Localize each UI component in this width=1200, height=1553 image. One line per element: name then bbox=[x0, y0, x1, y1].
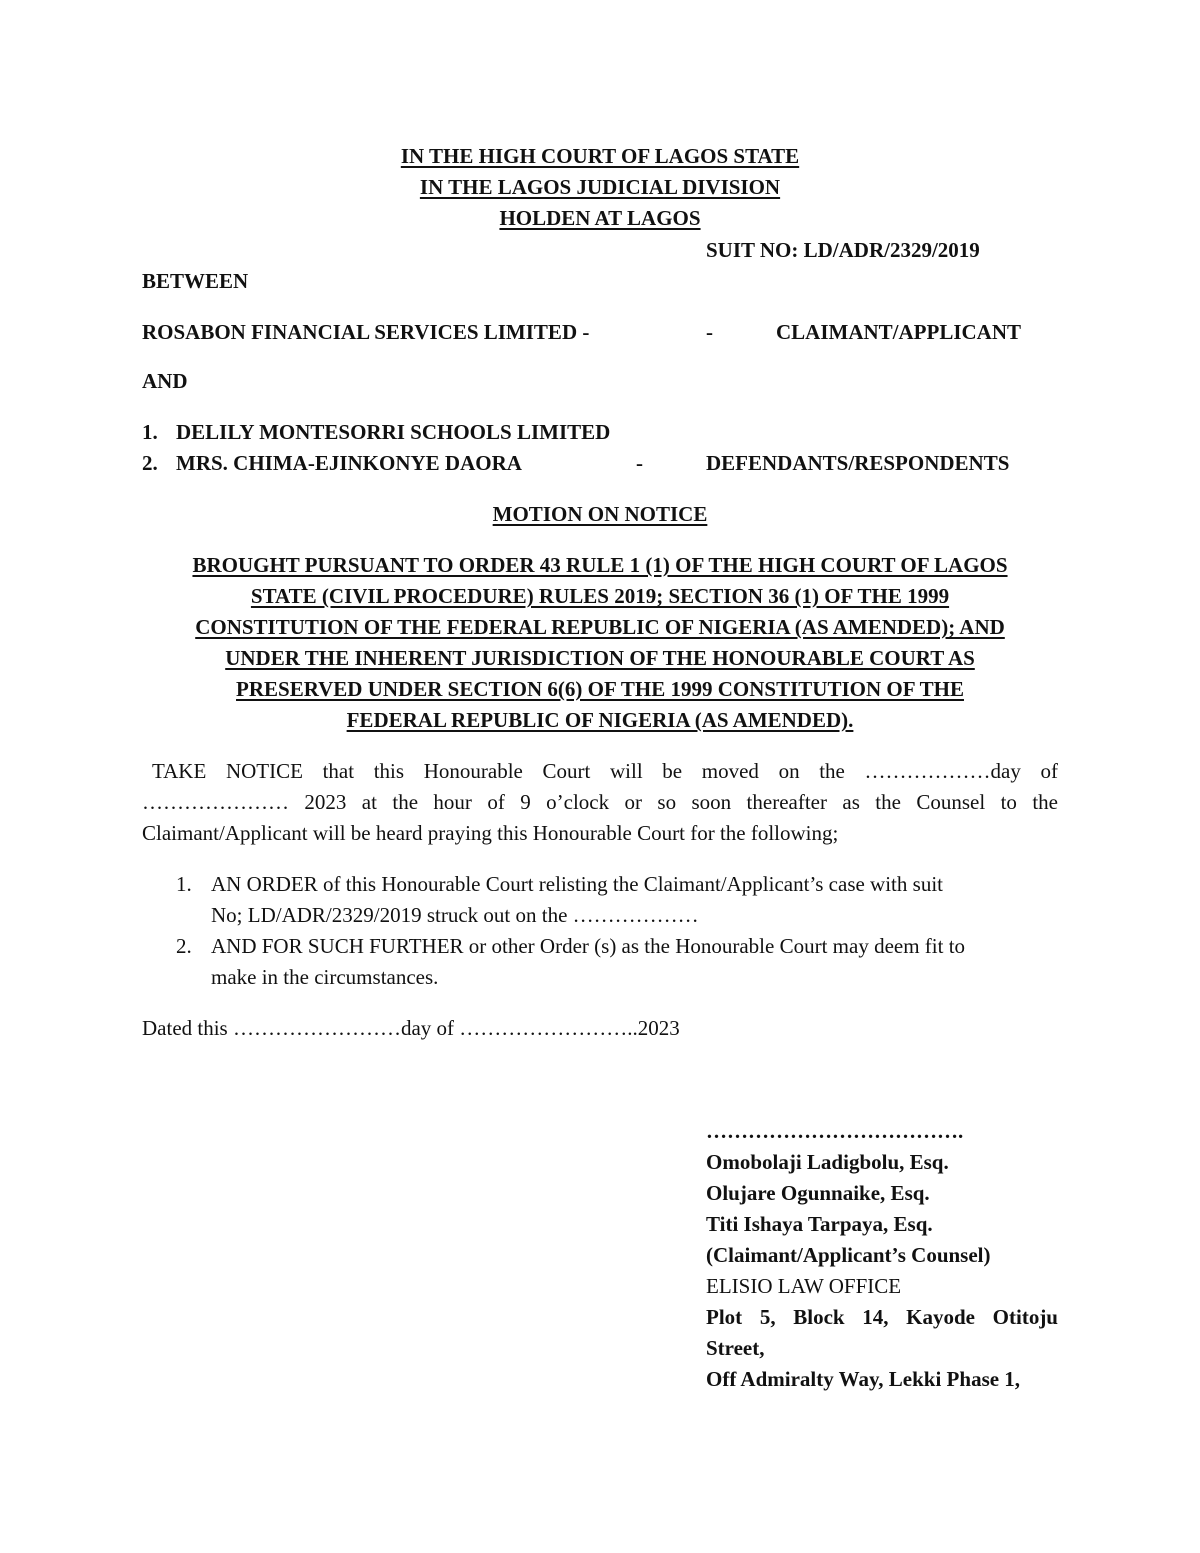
defendant-2-number: 2. bbox=[142, 451, 158, 475]
holden-title: HOLDEN AT LAGOS bbox=[499, 206, 701, 230]
law-firm-name: ELISIO LAW OFFICE bbox=[706, 1274, 902, 1298]
division-title: IN THE LAGOS JUDICIAL DIVISION bbox=[419, 175, 781, 199]
court-title: IN THE HIGH COURT OF LAGOS STATE bbox=[400, 144, 800, 168]
brought-line: FEDERAL REPUBLIC OF NIGERIA (AS AMENDED). bbox=[346, 708, 854, 732]
notice-line-2: ………………… 2023 at the hour of 9 o’clock or so soon thereafter as the Counsel to the bbox=[142, 790, 1058, 814]
defendant-role: DEFENDANTS/RESPONDENTS bbox=[706, 451, 1010, 475]
prayer-1-line-2: No; LD/ADR/2329/2019 struck out on the ……………… bbox=[211, 903, 699, 927]
brought-line: PRESERVED UNDER SECTION 6(6) OF THE 1999 CONSTITUTION OF THE bbox=[236, 677, 964, 701]
brought-line: STATE (CIVIL PROCEDURE) RULES 2019; SECTION 36 (1) OF THE 1999 bbox=[250, 584, 950, 608]
suit-number: SUIT NO: LD/ADR/2329/2019 bbox=[706, 238, 980, 262]
brought-line: UNDER THE INHERENT JURISDICTION OF THE HONOURABLE COURT AS bbox=[225, 646, 975, 670]
claimant-dash: - bbox=[706, 320, 713, 344]
firm-address-2: Street, bbox=[706, 1336, 765, 1360]
and-label: AND bbox=[142, 369, 188, 393]
firm-address-3: Off Admiralty Way, Lekki Phase 1, bbox=[706, 1367, 1021, 1391]
brought-line: CONSTITUTION OF THE FEDERAL REPUBLIC OF NIGERIA (AS AMENDED); AND bbox=[195, 615, 1005, 639]
notice-line-1: TAKE NOTICE that this Honourable Court will be moved on the ………………day of bbox=[152, 759, 1058, 783]
prayer-2-line-1: AND FOR SUCH FURTHER or other Order (s) as the Honourable Court may deem fit to bbox=[211, 934, 966, 958]
claimant-name: ROSABON FINANCIAL SERVICES LIMITED - bbox=[142, 320, 590, 344]
defendant-dash: - bbox=[636, 451, 643, 475]
prayer-1-line-1: AN ORDER of this Honourable Court relisting the Claimant/Applicant’s case with suit bbox=[211, 872, 943, 896]
firm-address-1: Plot 5, Block 14, Kayode Otitoju bbox=[706, 1305, 1058, 1329]
counsel-2: Olujare Ogunnaike, Esq. bbox=[706, 1181, 930, 1205]
counsel-1: Omobolaji Ladigbolu, Esq. bbox=[706, 1150, 949, 1174]
counsel-role: (Claimant/Applicant’s Counsel) bbox=[706, 1243, 991, 1267]
dated-line: Dated this ……………………day of ……………………..2023 bbox=[142, 1016, 680, 1040]
motion-title: MOTION ON NOTICE bbox=[492, 502, 708, 526]
defendant-1-number: 1. bbox=[142, 420, 158, 444]
prayer-2-line-2: make in the circumstances. bbox=[211, 965, 439, 989]
notice-line-3: Claimant/Applicant will be heard praying this Honourable Court for the following; bbox=[142, 821, 839, 845]
defendant-1-name: DELILY MONTESORRI SCHOOLS LIMITED bbox=[176, 420, 611, 444]
between-label: BETWEEN bbox=[142, 269, 249, 293]
signature-dots: ………………………………. bbox=[706, 1119, 964, 1143]
counsel-3: Titi Ishaya Tarpaya, Esq. bbox=[706, 1212, 933, 1236]
brought-line: BROUGHT PURSUANT TO ORDER 43 RULE 1 (1) OF THE HIGH COURT OF LAGOS bbox=[192, 553, 1008, 577]
claimant-role: CLAIMANT/APPLICANT bbox=[776, 320, 1022, 344]
prayer-1-number: 1. bbox=[176, 872, 192, 896]
prayer-2-number: 2. bbox=[176, 934, 192, 958]
defendant-2-name: MRS. CHIMA-EJINKONYE DAORA bbox=[176, 451, 522, 475]
